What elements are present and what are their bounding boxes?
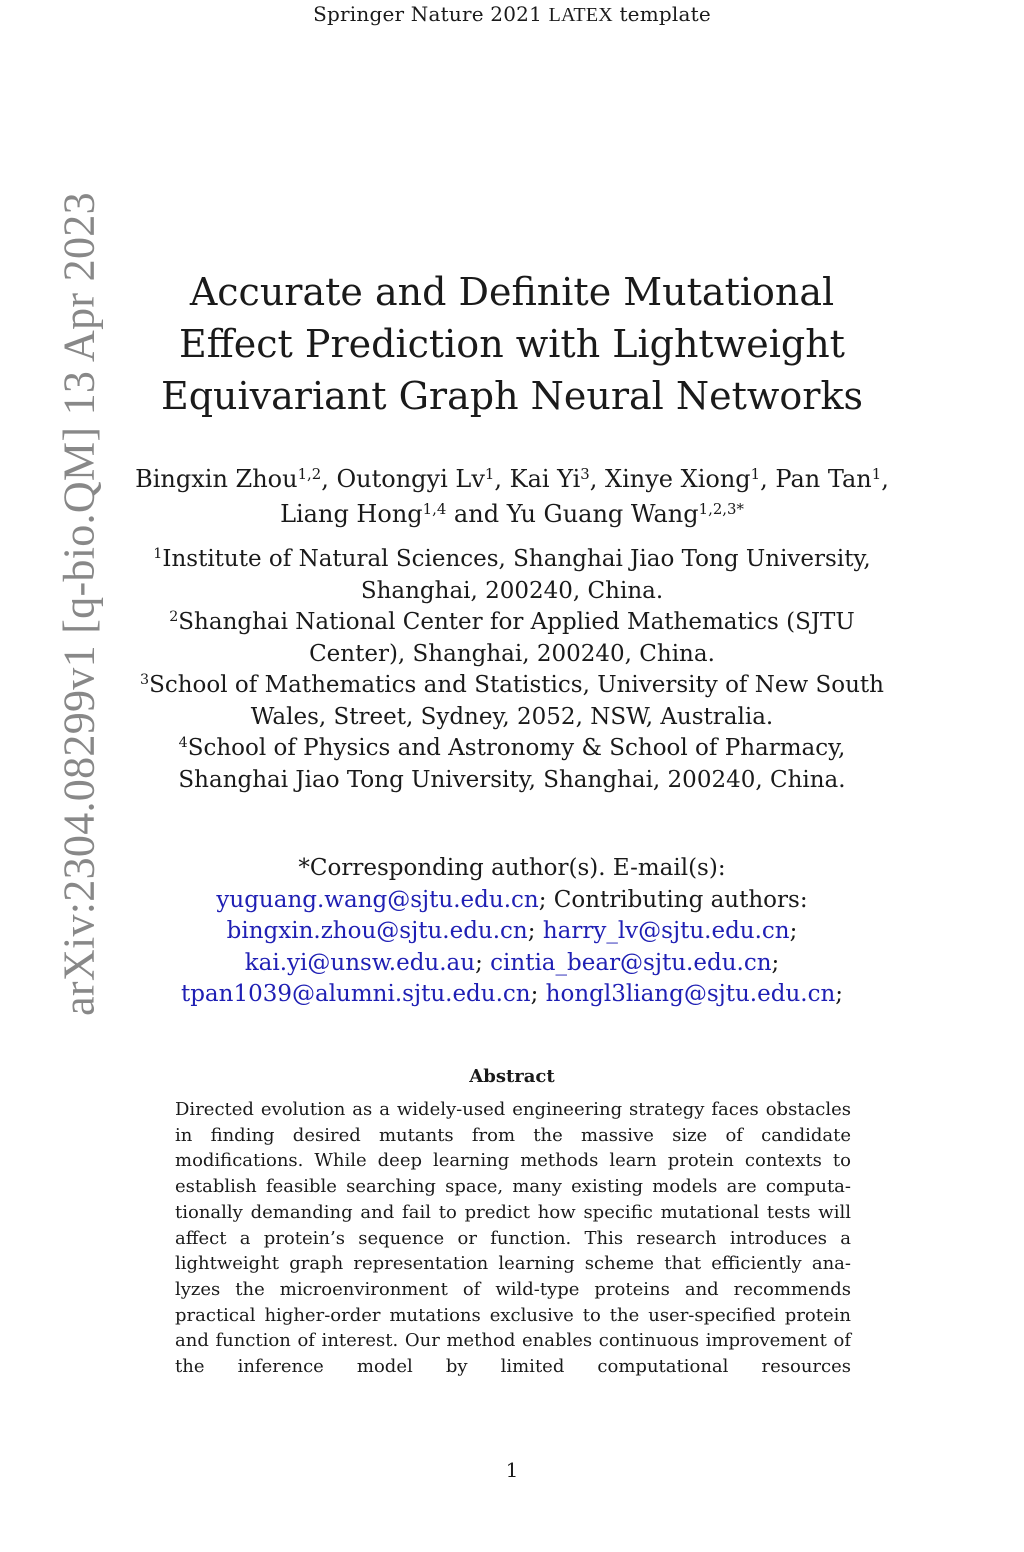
email-link[interactable]: harry_lv@sjtu.edu.cn bbox=[542, 918, 790, 944]
email-link[interactable]: cintia_bear@sjtu.edu.cn bbox=[490, 949, 772, 976]
running-head bbox=[0, 2, 1024, 27]
author-separator: , bbox=[760, 465, 776, 493]
email-link[interactable]: kai.yi@unsw.edu.au bbox=[244, 949, 476, 976]
affiliation-list bbox=[130, 544, 894, 796]
author-name: Yu Guang Wang bbox=[506, 500, 699, 528]
affiliation bbox=[130, 544, 894, 607]
email-link[interactable]: hongl3liang@sjtu.edu.cn bbox=[545, 981, 836, 1007]
email-link[interactable]: tpan1039@alumni.sjtu.edu.cn bbox=[180, 981, 531, 1007]
author bbox=[337, 465, 510, 493]
author-name: Liang Hong bbox=[280, 500, 423, 528]
affiliation-text: School of Physics and Astronomy & School of Pharmacy, Shanghai Jiao Tong University, Shanghai, 200240, China. bbox=[178, 735, 846, 793]
author-list bbox=[130, 462, 894, 532]
abstract-text: Directed evolution as a widely-used engineering strategy faces obstacles in finding desired mutants from the massive size of candidate modifications. While deep learning methods learn protein contexts to establish feasible searching space, many existing models are computationally demanding and fail to predict how specific mutational tests will affect a protein’s sequence or function. This research introduces a lightweight graph representation learning scheme that efficiently analyzes the microenvironment of wild-type proteins and recommends practical higher-order mutations exclusive to the user-specified protein and function of interest. Our method enables continuous improvement of the inference model by limited computational resources bbox=[175, 1099, 851, 1378]
running-head-prefix: Springer Nature 2021 bbox=[313, 2, 549, 26]
author bbox=[280, 500, 507, 528]
author-affiliation-mark: 1 bbox=[484, 464, 495, 483]
author-name: Outongyi Lv bbox=[336, 465, 485, 493]
author bbox=[135, 465, 336, 493]
author bbox=[775, 465, 888, 493]
author-separator: , bbox=[881, 465, 889, 493]
paper-title: Accurate and Definite Mutational Effect Prediction with Lightweight Equivariant Graph Neural Networks bbox=[160, 270, 864, 418]
author-separator: , bbox=[321, 465, 337, 493]
author bbox=[507, 500, 744, 528]
author bbox=[605, 465, 775, 493]
corresponding-author-label: *Corresponding author(s). E-mail(s): bbox=[298, 855, 726, 881]
correspondence-block: *Corresponding author(s). E-mail(s): yuguang.wang@sjtu.edu.cn; Contributing authors: bingxin.zhou@sjtu.edu.cn; harry_lv@sjtu.edu.cn; kai.yi@unsw.edu.au; cintia_bear@sjtu.edu.cn; tpan1039@alumni.sjtu.edu.cn; hongl3liang@sjtu.edu.cn; bbox=[180, 855, 844, 1007]
affiliation bbox=[130, 607, 894, 670]
affiliation-text: Institute of Natural Sciences, Shanghai Jiao Tong University, Shanghai, 200240, China. bbox=[162, 546, 871, 604]
author-separator: , bbox=[494, 465, 510, 493]
abstract-heading: Abstract bbox=[469, 1066, 555, 1087]
affiliation-number: 4 bbox=[178, 735, 188, 752]
author-name: Pan Tan bbox=[775, 465, 872, 493]
affiliation bbox=[130, 733, 894, 796]
page-number: 1 bbox=[505, 1458, 519, 1482]
running-head-suffix: template bbox=[612, 2, 711, 26]
author-name: Bingxin Zhou bbox=[135, 465, 298, 493]
author-separator: and bbox=[446, 500, 507, 528]
author-separator: , bbox=[589, 465, 606, 493]
affiliation-number: 1 bbox=[153, 546, 163, 563]
author-affiliation-mark: 1 bbox=[871, 464, 882, 483]
author bbox=[510, 465, 605, 493]
author-affiliation-mark: 1 bbox=[750, 464, 761, 483]
affiliation-number: 3 bbox=[140, 672, 150, 689]
author-affiliation-mark: 1,4 bbox=[422, 499, 447, 518]
contributing-authors-label: Contributing authors: bbox=[553, 886, 808, 913]
email-link[interactable]: bingxin.zhou@sjtu.edu.cn bbox=[226, 918, 528, 944]
affiliation-text: School of Mathematics and Statistics, University of New South Wales, Street, Sydney, 2052, NSW, Australia. bbox=[149, 672, 884, 730]
author-name: Xinye Xiong bbox=[605, 465, 751, 493]
arxiv-identifier-stamp: arXiv:2304.08299v1 [q-bio.QM] 13 Apr 2023 bbox=[54, 192, 104, 1016]
affiliation-text: Shanghai National Center for Applied Mathematics (SJTU Center), Shanghai, 200240, China. bbox=[178, 609, 855, 667]
author-affiliation-mark: 1,2 bbox=[297, 464, 322, 483]
affiliation bbox=[130, 670, 894, 733]
email-link[interactable]: yuguang.wang@sjtu.edu.cn bbox=[216, 886, 539, 913]
latex-logo: LATEX bbox=[548, 4, 613, 26]
author-affiliation-mark: 3 bbox=[580, 464, 590, 483]
author-name: Kai Yi bbox=[509, 465, 581, 493]
affiliation-number: 2 bbox=[169, 609, 179, 626]
author-affiliation-mark: 1,2,3* bbox=[698, 499, 744, 518]
